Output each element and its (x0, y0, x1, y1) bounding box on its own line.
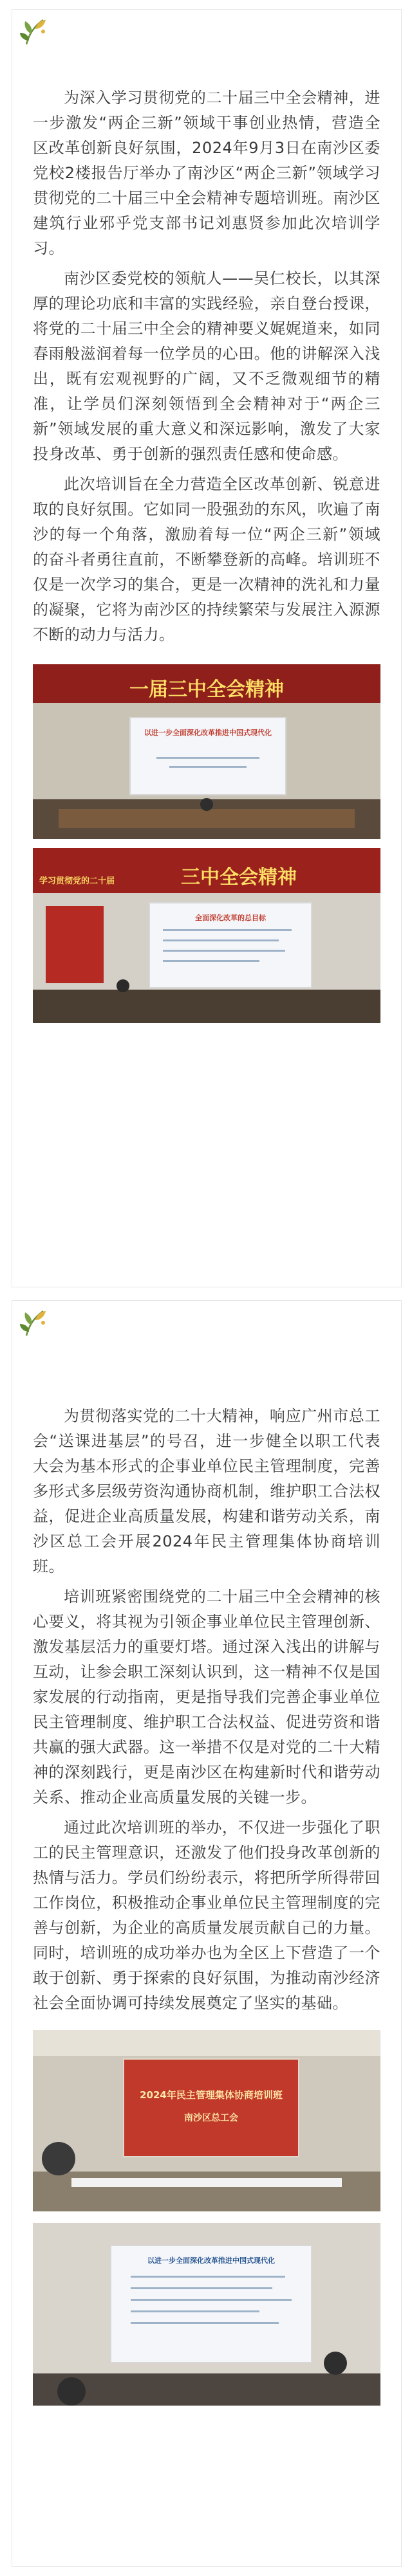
training-hall-photo (33, 664, 380, 839)
paragraph: 为贯彻落实党的二十大精神，响应广州市总工会“送课进基层”的号召，进一步健全以职工代表大会为基本形式的企事业单位民主管理制度，完善多形式多层级劳资沟通协商机制，维护职工合法权益，促进企业高质量发展，构建和谐劳动关系，南沙区总工会开展2024年民主管理集体协商培训班。 (33, 1407, 380, 1575)
paragraph: 通过此次培训班的举办，不仅进一步强化了职工的民主管理意识，还激发了他们投身改革创新的热情与活力。学员们纷纷表示，将把所学所得带回工作岗位，积极推动企事业单位民主管理制度的完善与创新，为企业的高质量发展贡献自己的力量。同时，培训班的成功举办也为全区上下营造了一个敢于创新、勇于探索的良好氛围，为推动南沙经济社会全面协调可持续发展奠定了坚实的基础。 (33, 1819, 380, 2012)
training-class-photo (33, 2030, 380, 2211)
training-class-photo (33, 2223, 380, 2406)
banner-text: 一届三中全会精神 (129, 678, 284, 701)
side-banner-text: 学习贯彻党的二十届 (39, 876, 115, 886)
leaf-ornament-icon (17, 1306, 53, 1342)
screen-title: 全面深化改革的总目标 (195, 914, 266, 922)
paragraph: 南沙区委党校的领航人——吴仁校长，以其深厚的理论功底和丰富的实践经验，亲自登台授课，将党的二十届三中全会的精神要义娓娓道来，如同春雨般滋润着每一位学员的心田。他的讲解深入浅出，既有宏观视野的广阔，又不乏微观细节的精准，让学员们深刻领悟到全会精神对于“两企三新”领域发展的重大意义和深远影响，激发了大家投身改革、勇于创新的强烈责任感和使命感。 (33, 269, 380, 463)
paragraph: 为深入学习贯彻党的二十届三中全会精神，进一步激发“两企三新”领域干事创业热情，营造全区改革创新良好氛围，2024年9月3日在南沙区委党校2楼报告厅举办了南沙区“两企三新”领域学习贯彻党的二十届三中全会精神专题培训班。南沙区建筑行业邪乎党支部书记刘惠贤参加此次培训学习。 (33, 89, 380, 257)
screen-title: 以进一步全面深化改革推进中国式现代化 (147, 2256, 275, 2265)
paragraph: 培训班紧密围绕党的二十届三中全会精神的核心要义，将其视为引领企事业单位民主管理创新、激发基层活力的重要灯塔。通过深入浅出的讲解与互动，让参会职工深刻认识到，这一精神不仅是国家发展的行动指南，更是指导我们完善企事业单位民主管理制度、维护职工合法权益、促进劳资和谐共赢的强大武器。这一举措不仅是对党的二十大精神的深刻践行，更是南沙区在构建新时代和谐劳动关系、推动企业高质量发展的关键一步。 (33, 1588, 380, 1806)
projector-screen (110, 2245, 312, 2363)
banner-text: 三中全会精神 (181, 866, 297, 889)
article-section-1 (12, 9, 402, 1287)
screen-title: 2024年民主管理集体协商培训班 (140, 2089, 283, 2101)
leaf-ornament-icon (17, 15, 53, 51)
projector-screen (149, 902, 312, 988)
paragraph: 此次培训旨在全力营造全区改革创新、锐意进取的良好氛围。它如同一股强劲的东风，吹遍了南沙的每一个角落，激励着每一位“两企三新”领域的奋斗者勇往直前，不断攀登新的高峰。培训班不仅是一次学习的集合，更是一次精神的洗礼和力量的凝聚，它将为南沙区的持续繁荣与发展注入源源不断的动力与活力。 (33, 475, 380, 644)
screen-title: 以进一步全面深化改革推进中国式现代化 (144, 729, 272, 737)
training-hall-photo (33, 848, 380, 1023)
projector-screen (129, 717, 286, 795)
projector-screen (123, 2058, 299, 2157)
screen-subtitle: 南沙区总工会 (184, 2113, 238, 2123)
article-section-2 (12, 1300, 402, 2567)
